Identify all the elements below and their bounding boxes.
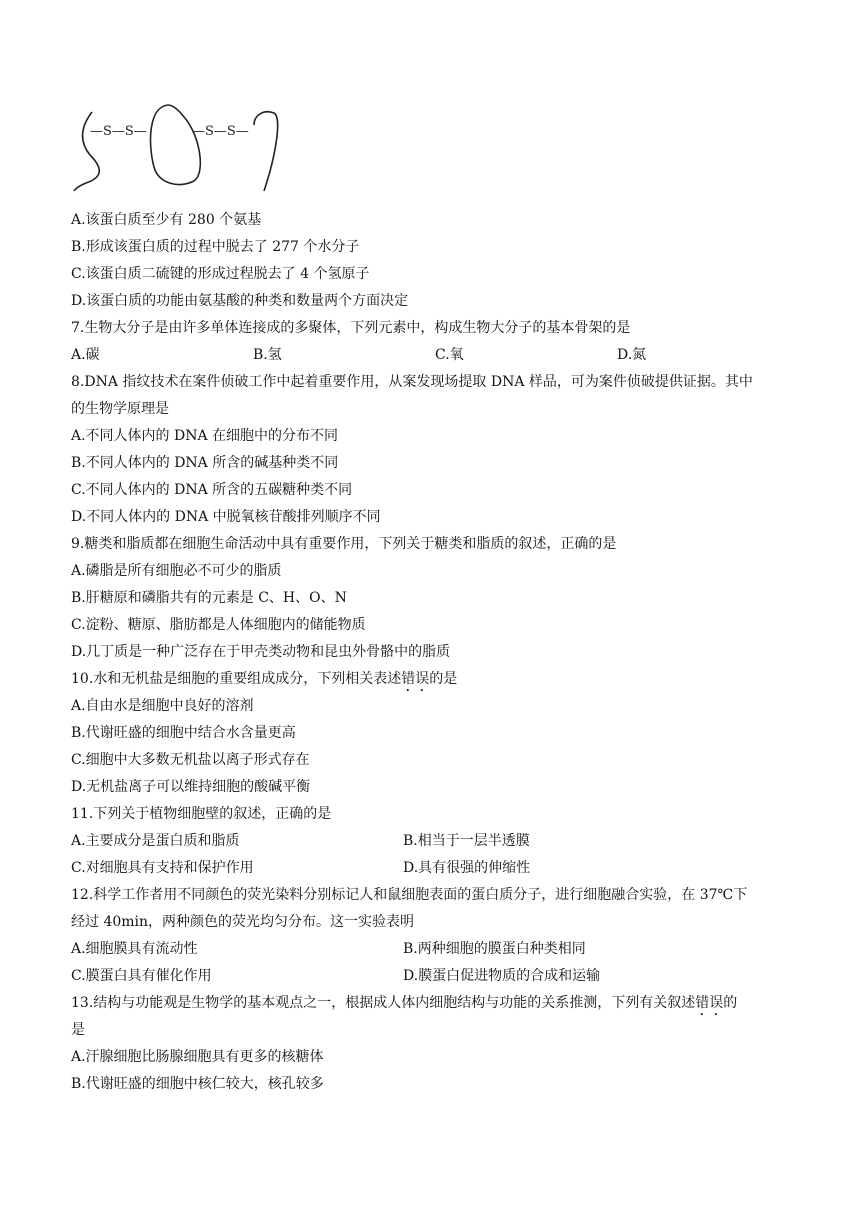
q13-stem-emphasis: 错误	[695, 995, 724, 1011]
q8-stem-line2: 的生物学原理是	[71, 401, 169, 417]
q8-option-d: D.不同人体内的 DNA 中脱氧核苷酸排列顺序不同	[71, 509, 381, 525]
q11-option-b: B.相当于一层半透膜	[403, 833, 530, 849]
q6-option-a: A.该蛋白质至少有 280 个氨基	[71, 212, 262, 228]
q12-options-row1	[71, 936, 801, 963]
q7-option-c: C.氧	[435, 347, 464, 363]
q10-option-c: C.细胞中大多数无机盐以离子形式存在	[71, 752, 310, 768]
question-list	[71, 207, 801, 1098]
q13-stem-pre: 13.结构与功能观是生物学的基本观点之一，根据成人体内细胞结构与功能的关系推测，下列有关叙述	[71, 995, 696, 1011]
q10-option-b: B.代谢旺盛的细胞中结合水含量更高	[71, 725, 296, 741]
protein-disulfide-figure	[68, 95, 288, 195]
q10-stem	[71, 666, 801, 693]
q10-stem-pre: 10.水和无机盐是细胞的重要组成成分，下列相关表述	[71, 671, 402, 687]
q11-options-row1	[71, 828, 801, 855]
q11-option-a: A.主要成分是蛋白质和脂质	[71, 833, 240, 849]
q8-option-c: C.不同人体内的 DNA 所含的五碳糖种类不同	[71, 482, 353, 498]
q6-option-b: B.形成该蛋白质的过程中脱去了 277 个水分子	[71, 239, 360, 255]
q13-stem-line2: 是	[71, 1022, 85, 1038]
q12-stem-line2: 经过 40min，两种颜色的荧光均匀分布。这一实验表明	[71, 914, 415, 930]
q8-stem-line1: 8.DNA 指纹技术在案件侦破工作中起着重要作用，从案发现场提取 DNA 样品，可为案件侦破提供证据。其中	[71, 374, 753, 390]
q10-stem-post: 的是	[429, 671, 458, 687]
q10-stem-emphasis: 错误	[401, 671, 430, 687]
q7-stem: 7.生物大分子是由许多单体连接成的多聚体，下列元素中，构成生物大分子的基本骨架的是	[71, 320, 631, 336]
q11-options-row2	[71, 855, 801, 882]
q7-option-a: A.碳	[71, 347, 100, 363]
q6-option-d: D.该蛋白质的功能由氨基酸的种类和数量两个方面决定	[71, 293, 409, 309]
q9-option-d: D.几丁质是一种广泛存在于甲壳类动物和昆虫外骨骼中的脂质	[71, 644, 451, 660]
q12-option-c: C.膜蛋白具有催化作用	[71, 968, 212, 984]
q13-option-a: A.汗腺细胞比肠腺细胞具有更多的核糖体	[71, 1049, 324, 1065]
peptide-chain-3	[254, 112, 278, 191]
q7-option-b: B.氢	[253, 347, 282, 363]
protein-chain-diagram	[68, 95, 288, 195]
q12-option-b: B.两种细胞的膜蛋白种类相同	[403, 941, 586, 957]
q13-stem-post: 的	[723, 995, 738, 1011]
q6-option-c: C.该蛋白质二硫键的形成过程脱去了 4 个氢原子	[71, 266, 370, 282]
q9-stem: 9.糖类和脂质都在细胞生命活动中具有重要作用，下列关于糖类和脂质的叙述，正确的是	[71, 536, 617, 552]
disulfide-bond-right: —S—S—	[192, 124, 249, 139]
q8-option-a: A.不同人体内的 DNA 在细胞中的分布不同	[71, 428, 339, 444]
q8-option-b: B.不同人体内的 DNA 所含的碱基种类不同	[71, 455, 339, 471]
q11-option-c: C.对细胞具有支持和保护作用	[71, 860, 254, 876]
q9-option-c: C.淀粉、糖原、脂肪都是人体细胞内的储能物质	[71, 617, 366, 633]
q10-option-a: A.自由水是细胞中良好的溶剂	[71, 698, 254, 714]
q11-option-d: D.具有很强的伸缩性	[403, 860, 531, 876]
q10-option-d: D.无机盐离子可以维持细胞的酸碱平衡	[71, 779, 311, 795]
q11-stem: 11.下列关于植物细胞壁的叙述，正确的是	[71, 806, 332, 822]
q12-option-d: D.膜蛋白促进物质的合成和运输	[403, 968, 601, 984]
q12-option-a: A.细胞膜具有流动性	[71, 941, 198, 957]
disulfide-bond-left: —S—S—	[90, 124, 147, 139]
peptide-chain-2	[151, 105, 201, 185]
q7-option-d: D.氮	[617, 347, 647, 363]
q9-option-a: A.磷脂是所有细胞必不可少的脂质	[71, 563, 282, 579]
q13-option-b: B.代谢旺盛的细胞中核仁较大，核孔较多	[71, 1076, 324, 1092]
q7-options	[71, 342, 801, 369]
q9-option-b: B.肝糖原和磷脂共有的元素是 C、H、O、N	[71, 590, 347, 606]
q12-options-row2	[71, 963, 801, 990]
q12-stem-line1: 12.科学工作者用不同颜色的荧光染料分别标记人和鼠细胞表面的蛋白质分子，进行细胞融合实验，在 37℃下	[71, 887, 748, 903]
q13-stem-line1	[71, 990, 801, 1017]
